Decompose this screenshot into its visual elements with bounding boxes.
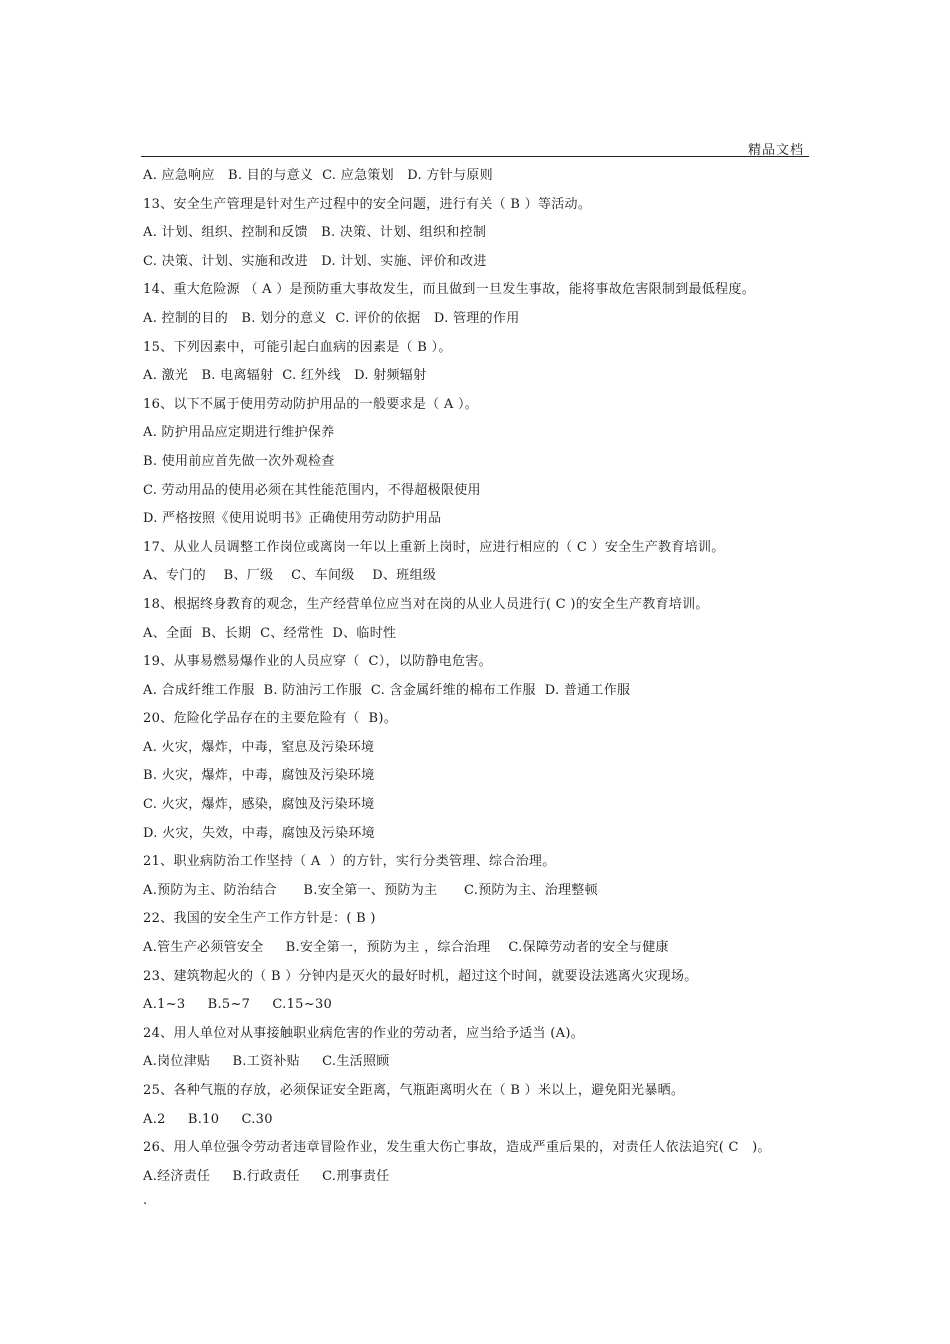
text-line: 23、建筑物起火的（ B ）分钟内是灭火的最好时机，超过这个时间，就要设法逃离火灾现场。 xyxy=(143,968,698,984)
text-line: 17、从业人员调整工作岗位或离岗一年以上重新上岗时，应进行相应的（ C ）安全生产教育培训。 xyxy=(143,539,725,555)
text-line: A. 合成纤维工作服 B. 防油污工作服 C. 含金属纤维的棉布工作服 D. 普通工作服 xyxy=(143,682,631,698)
text-line: C. 决策、计划、实施和改进 D. 计划、实施、评价和改进 xyxy=(143,253,487,269)
text-line: 13、安全生产管理是针对生产过程中的安全问题，进行有关（ B ）等活动。 xyxy=(143,196,592,212)
text-line: 14、重大危险源 （ A ）是预防重大事故发生，而且做到一旦发生事故，能将事故危害限制到最低程度。 xyxy=(143,282,756,298)
text-line: 24、用人单位对从事接触职业病危害的作业的劳动者，应当给予适当 (A)。 xyxy=(143,1025,585,1041)
text-line: A. 防护用品应定期进行维护保养 xyxy=(143,425,335,441)
text-line: 18、根据终身教育的观念，生产经营单位应当对在岗的从业人员进行( C )的安全生产教育培训。 xyxy=(143,596,709,612)
text-line: 26、用人单位强令劳动者违章冒险作业，发生重大伤亡事故，造成严重后果的，对责任人依法追究( C )。 xyxy=(143,1140,771,1156)
text-line: 22、我国的安全生产工作方针是：( B ) xyxy=(143,911,376,927)
text-line: A.2 B.10 C.30 xyxy=(143,1111,273,1127)
text-line: A.预防为主、防治结合 B.安全第一、预防为主 C.预防为主、治理整顿 xyxy=(143,882,598,898)
text-line: A. 激光 B. 电离辐射 C. 红外线 D. 射频辐射 xyxy=(143,368,427,384)
text-line: D. 火灾，失效，中毒，腐蚀及污染环境 xyxy=(143,825,375,841)
text-line: A.经济责任 B.行政责任 C.刑事责任 xyxy=(143,1168,390,1184)
text-line: A. 应急响应 B. 目的与意义 C. 应急策划 D. 方针与原则 xyxy=(143,168,493,183)
text-line: B. 使用前应首先做一次外观检查 xyxy=(143,453,335,469)
text-line: C. 劳动用品的使用必须在其性能范围内，不得超极限使用 xyxy=(143,482,481,498)
header-label: 精品文档 xyxy=(748,143,805,158)
footer-mark: . xyxy=(143,1193,148,1208)
text-line: A.1~3 B.5~7 C.15~30 xyxy=(143,997,333,1013)
text-line: 21、职业病防治工作坚持（ A ）的方针，实行分类管理、综合治理。 xyxy=(143,854,556,870)
text-line: 19、从事易燃易爆作业的人员应穿（ C），以防静电危害。 xyxy=(143,654,492,670)
text-line: 15、下列因素中，可能引起白血病的因素是（ B ）。 xyxy=(143,339,452,355)
document-body xyxy=(143,162,823,1191)
text-line: A. 火灾，爆炸，中毒，窒息及污染环境 xyxy=(143,739,375,755)
text-line: 16、以下不属于使用劳动防护用品的一般要求是（ A ）。 xyxy=(143,396,479,412)
text-line: A、专门的 B、厂级 C、车间级 D、班组级 xyxy=(143,568,437,584)
text-line: B. 火灾，爆炸，中毒，腐蚀及污染环境 xyxy=(143,768,375,784)
text-line: A.管生产必须管安全 B.安全第一，预防为主 ，综合治理 C.保障劳动者的安全与健康 xyxy=(143,940,669,956)
text-line: A. 计划、组织、控制和反馈 B. 决策、计划、组织和控制 xyxy=(143,225,487,241)
text-line: A、全面 B、长期 C、经常性 D、临时性 xyxy=(143,625,397,641)
text-line: C. 火灾，爆炸，感染，腐蚀及污染环境 xyxy=(143,797,375,813)
header-rule xyxy=(141,156,809,157)
text-line: D. 严格按照《使用说明书》正确使用劳动防护用品 xyxy=(143,511,442,527)
text-line: 25、各种气瓶的存放，必须保证安全距离，气瓶距离明火在（ B ）米以上，避免阳光暴晒。 xyxy=(143,1083,685,1098)
text-line: A. 控制的目的 B. 划分的意义 C. 评价的依据 D. 管理的作用 xyxy=(143,310,520,326)
text-line: A.岗位津贴 B.工资补贴 C.生活照顾 xyxy=(143,1054,390,1070)
text-line: 20、危险化学品存在的主要危险有（ B)。 xyxy=(143,711,398,727)
